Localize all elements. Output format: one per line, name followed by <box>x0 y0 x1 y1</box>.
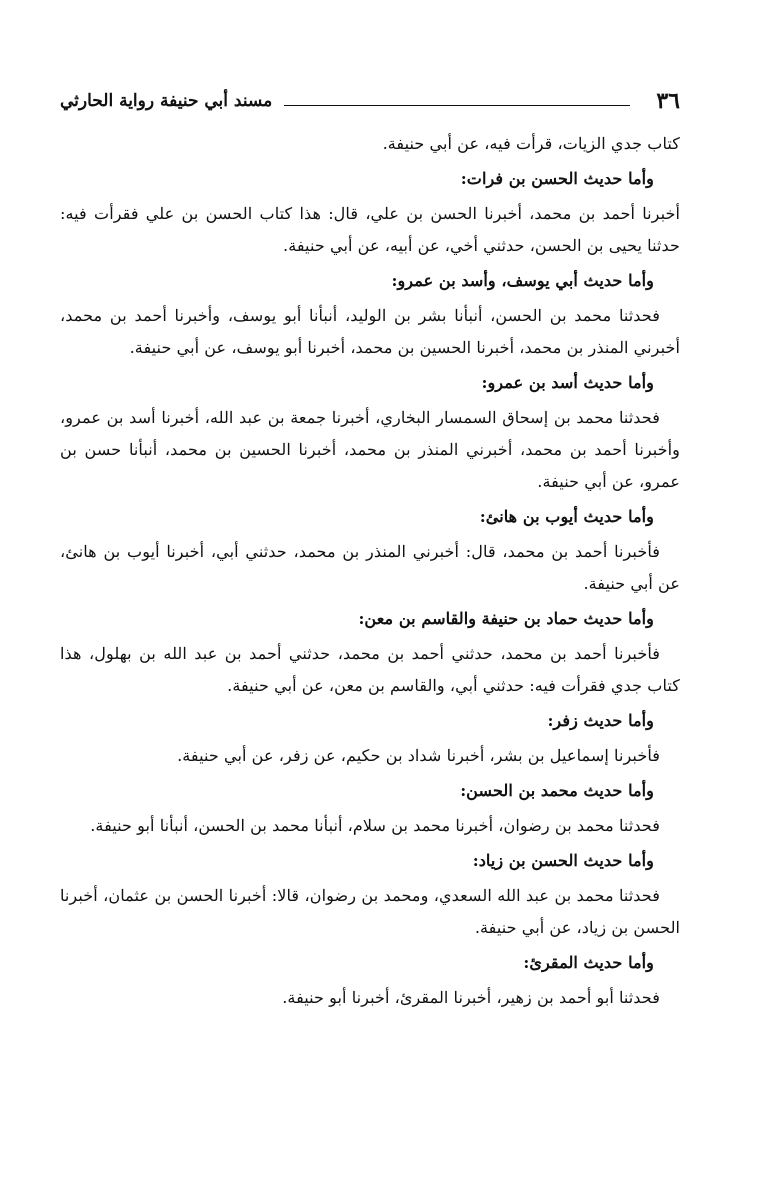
section-heading: وأما حديث محمد بن الحسن: <box>460 781 654 800</box>
paragraph: فأخبرنا أحمد بن محمد، قال: أخبرني المنذر بن محمد، حدثني أبي، أخبرنا أيوب بن هانئ، عن أبي حنيفة. <box>60 542 680 593</box>
section-heading: وأما حديث أبي يوسف، وأسد بن عمرو: <box>391 271 654 290</box>
paragraph: فحدثنا محمد بن رضوان، أخبرنا محمد بن سلام، أنبأنا محمد بن الحسن، أنبأنا أبو حنيفة. <box>90 816 660 835</box>
page-number: ٣٦ <box>656 88 680 114</box>
paragraph: كتاب جدي الزيات، قرأت فيه، عن أبي حنيفة. <box>382 134 680 153</box>
section-heading: وأما حديث أسد بن عمرو: <box>481 373 654 392</box>
section-heading: وأما حديث الحسن بن زياد: <box>472 851 654 870</box>
section-heading: وأما حديث حماد بن حنيفة والقاسم بن معن: <box>358 609 654 628</box>
paragraph: فحدثنا محمد بن عبد الله السعدي، ومحمد بن رضوان، قالا: أخبرنا الحسن بن عثمان، أخبرنا الحسن بن زياد، عن أبي حنيفة. <box>60 886 680 937</box>
paragraph: فأخبرنا إسماعيل بن بشر، أخبرنا شداد بن حكيم، عن زفر، عن أبي حنيفة. <box>177 746 660 765</box>
paragraph: أخبرنا أحمد بن محمد، أخبرنا الحسن بن علي، قال: هذا كتاب الحسن بن علي فقرأت فيه: حدثنا يحيى بن الحسن، حدثني أخي، عن أبيه، عن أبي حنيفة. <box>60 204 680 255</box>
paragraph: فحدثنا محمد بن الحسن، أنبأنا بشر بن الوليد، أنبأنا أبو يوسف، وأخبرنا أحمد بن محمد، أخبرني المنذر بن محمد، أخبرنا الحسين بن محمد، أخبرنا أبو يوسف، عن أبي حنيفة. <box>60 306 680 357</box>
page-header <box>60 82 680 116</box>
header-rule <box>284 105 630 106</box>
paragraph: فأخبرنا أحمد بن محمد، حدثني أحمد بن محمد، حدثني أحمد بن عبد الله بن بهلول، هذا كتاب جدي فقرأت فيه: حدثني أبي، والقاسم بن معن، عن أبي حنيفة. <box>60 644 680 695</box>
paragraph: فحدثنا أبو أحمد بن زهير، أخبرنا المقرئ، أخبرنا أبو حنيفة. <box>282 988 660 1007</box>
page-body <box>60 128 680 1108</box>
running-title: مسند أبي حنيفة رواية الحارثي <box>60 91 273 111</box>
section-heading: وأما حديث زفر: <box>547 711 654 730</box>
section-heading: وأما حديث المقرئ: <box>523 953 654 972</box>
section-heading: وأما حديث أيوب بن هانئ: <box>479 507 654 526</box>
section-heading: وأما حديث الحسن بن فرات: <box>460 169 654 188</box>
paragraph: فحدثنا محمد بن إسحاق السمسار البخاري، أخبرنا جمعة بن عبد الله، أخبرنا أسد بن عمرو، وأخبرنا أحمد بن محمد، أخبرني المنذر بن محمد، أخبرنا الحسين بن محمد، أنبأنا حسن بن عمرو، عن أبي حنيفة. <box>60 408 680 491</box>
